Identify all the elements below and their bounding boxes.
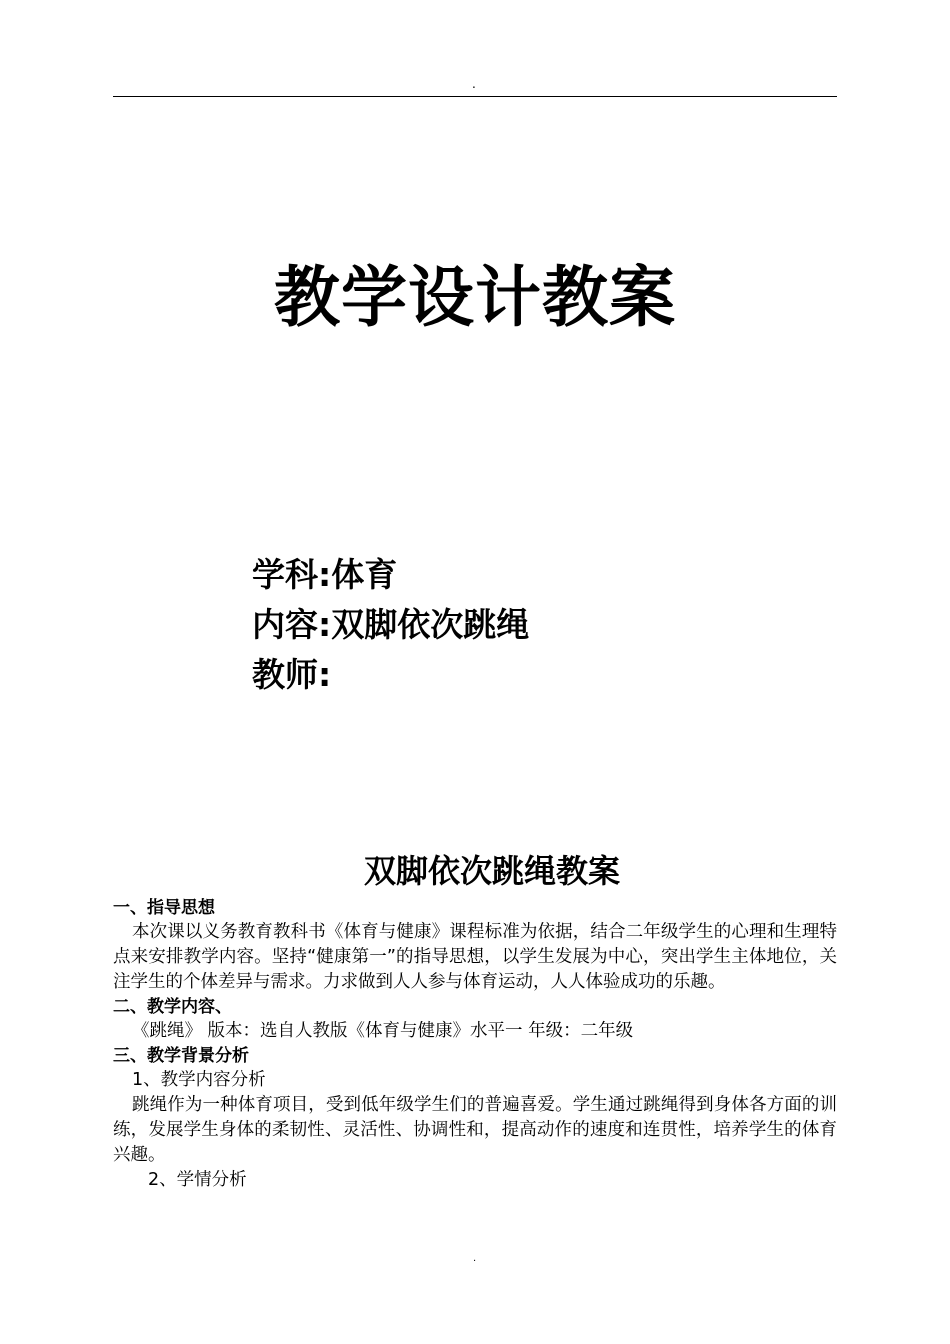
cover-subject: 学科:体育 xyxy=(252,555,398,594)
cover-teacher: 教师: xyxy=(252,655,332,694)
footer-mark: . xyxy=(473,1253,477,1264)
teaching-content-line: 《跳绳》 版本：选自人教版《体育与健康》水平一 年级：二年级 xyxy=(132,1021,634,1041)
subsection-title-content-analysis: 1、教学内容分析 xyxy=(132,1070,266,1090)
paragraph-content-analysis: 跳绳作为一种体育项目，受到低年级学生们的普遍喜爱。学生通过跳绳得到身体各方面的训练，发展学生身体的柔韧性、灵活性、协调性和，提高动作的速度和连贯性，培养学生的体育兴趣。 xyxy=(113,1095,837,1165)
document-title: 双脚依次跳绳教案 xyxy=(363,852,620,890)
section-heading-guiding-idea: 一、指导思想 xyxy=(113,898,215,918)
document-body xyxy=(113,896,837,1193)
cover-info xyxy=(252,550,529,700)
paragraph-guiding-idea: 本次课以义务教育教科书《体育与健康》课程标准为依据，结合二年级学生的心理和生理特点来安排教学内容。坚持“健康第一”的指导思想，以学生发展为中心，突出学生主体地位，关注学生的个体差异与需求。力求做到人人参与体育运动，人人体验成功的乐趣。 xyxy=(113,922,837,992)
cover-content: 内容:双脚依次跳绳 xyxy=(252,605,530,644)
subsection-title-student-analysis: 2、学情分析 xyxy=(148,1170,247,1190)
section-heading-background-analysis: 三、教学背景分析 xyxy=(113,1046,249,1066)
header-mark: . xyxy=(472,77,476,91)
cover-title: 教学设计教案 xyxy=(274,259,676,336)
header-rule xyxy=(113,96,837,97)
section-heading-teaching-content: 二、教学内容、 xyxy=(113,997,232,1017)
